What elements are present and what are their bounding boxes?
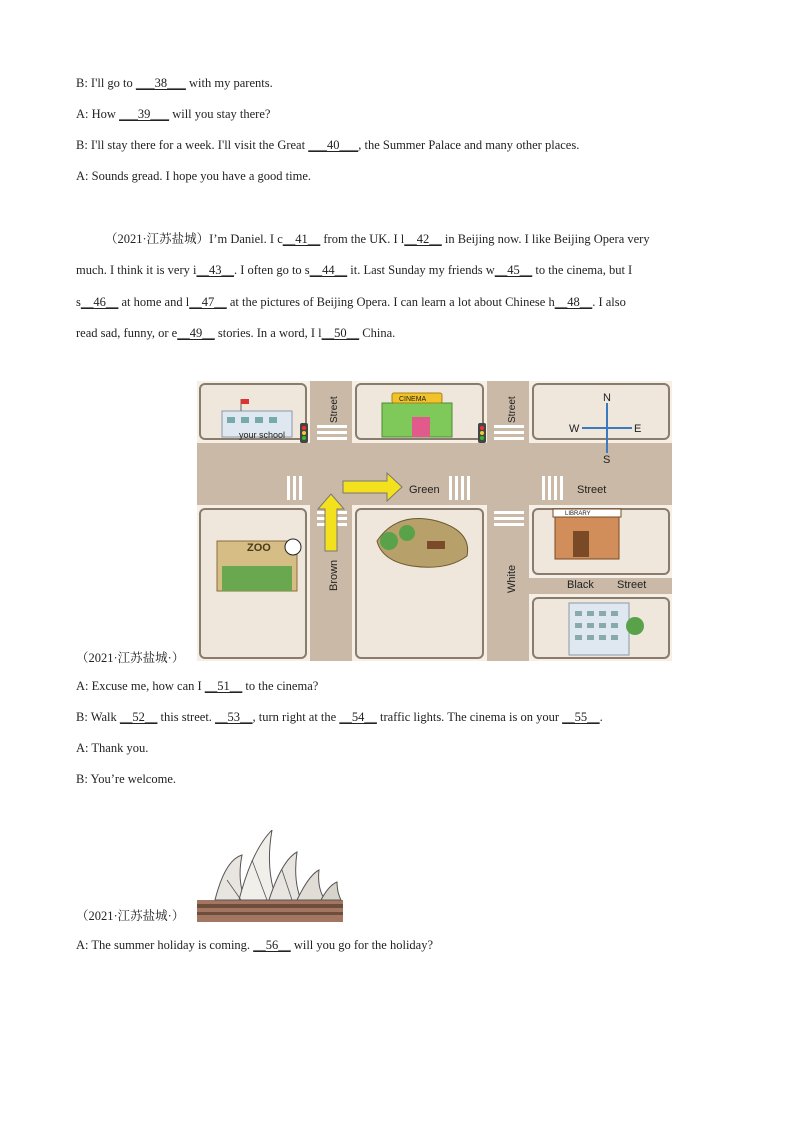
street-label-brown: Brown bbox=[328, 559, 340, 591]
blank-40: ___40___ bbox=[308, 138, 359, 152]
blank-53: __53__ bbox=[215, 710, 253, 724]
compass-s: S bbox=[603, 454, 611, 466]
blank-39: ___39___ bbox=[119, 107, 170, 121]
line-text: to the cinema? bbox=[242, 679, 319, 693]
blank-49: __49__ bbox=[177, 326, 215, 340]
street-label-street-north-left: Street bbox=[329, 396, 340, 423]
blank-45: __45__ bbox=[494, 263, 533, 277]
passage-text: in Beijing now. I like Beijing Opera very bbox=[441, 232, 650, 246]
blank-50: __50__ bbox=[321, 326, 360, 340]
passage-text: read sad, funny, or e bbox=[76, 326, 178, 340]
passage-line-3 bbox=[76, 294, 626, 310]
dialog1-line-3 bbox=[76, 137, 579, 153]
passage-line-1 bbox=[105, 231, 650, 247]
source-label-3: （2021·江苏盐城·） bbox=[76, 909, 185, 923]
line-text: B: I'll go to bbox=[76, 76, 136, 90]
passage-text: it. Last Sunday my friends w bbox=[347, 263, 495, 277]
zoo-sign: ZOO bbox=[247, 542, 271, 554]
dialog1-line-1 bbox=[76, 75, 273, 91]
passage-text: from the UK. I l bbox=[320, 232, 405, 246]
line-text: , the Summer Palace and many other places. bbox=[358, 138, 580, 152]
line-text: , turn right at the bbox=[252, 710, 340, 724]
blank-56: __56__ bbox=[253, 938, 291, 952]
line-text: with my parents. bbox=[185, 76, 273, 90]
line-text: this street. bbox=[157, 710, 216, 724]
passage-text: at the pictures of Beijing Opera. I can learn a lot about Chinese h bbox=[226, 295, 555, 309]
blank-47: __47__ bbox=[189, 295, 227, 309]
line-text: A: The summer holiday is coming. bbox=[76, 938, 254, 952]
blank-51: __51__ bbox=[204, 679, 243, 693]
dialog1-line-2 bbox=[76, 106, 270, 122]
street-label-street-north-right: Street bbox=[507, 396, 518, 423]
line-text: traffic lights. The cinema is on your bbox=[376, 710, 563, 724]
blank-41: __41__ bbox=[282, 232, 321, 246]
line-text: will you stay there? bbox=[169, 107, 271, 121]
your-school-label: your school bbox=[239, 430, 286, 440]
line-text: . bbox=[599, 710, 603, 724]
source-label-2: （2021·江苏盐城·） bbox=[76, 651, 185, 665]
blank-43: __43__ bbox=[196, 263, 234, 277]
passage-text: stories. In a word, I l bbox=[214, 326, 322, 340]
street-label-street-east: Street bbox=[577, 484, 607, 496]
line-text: will you go for the holiday? bbox=[290, 938, 434, 952]
dialog3-line-1 bbox=[76, 937, 433, 953]
passage-text: . I often go to s bbox=[233, 263, 310, 277]
street-label-green: Green bbox=[409, 484, 440, 496]
blank-46: __46__ bbox=[80, 295, 119, 309]
compass-e: E bbox=[634, 423, 642, 435]
dialog2-line-1 bbox=[76, 678, 318, 694]
street-label-black: Black bbox=[567, 579, 594, 591]
passage-text: at home and l bbox=[118, 295, 190, 309]
street-label-black-street: Street bbox=[617, 579, 647, 591]
dialog2-line-2 bbox=[76, 709, 603, 725]
passage-text: s bbox=[76, 295, 81, 309]
blank-54: __54__ bbox=[339, 710, 377, 724]
dialog2-line-3 bbox=[76, 740, 148, 756]
passage-text: . I also bbox=[592, 295, 626, 309]
blank-55: __55__ bbox=[562, 710, 600, 724]
blank-42: __42__ bbox=[404, 232, 442, 246]
line-text: A: Thank you. bbox=[76, 741, 149, 755]
line-text: A: How bbox=[76, 107, 120, 121]
blank-52: __52__ bbox=[119, 710, 158, 724]
passage-text: much. I think it is very i bbox=[76, 263, 197, 277]
line-text: B: I'll stay there for a week. I'll visit the Great bbox=[76, 138, 309, 152]
compass-w: W bbox=[569, 423, 580, 435]
line-text: B: Walk bbox=[76, 710, 120, 724]
passage-line-4 bbox=[76, 325, 395, 341]
compass-n: N bbox=[603, 392, 611, 404]
sydney-opera-house-image bbox=[197, 830, 343, 922]
library-sign: LIBRARY bbox=[565, 511, 591, 517]
street-label-white: White bbox=[506, 564, 518, 593]
cinema-sign: CINEMA bbox=[399, 396, 427, 403]
line-text: B: You’re welcome. bbox=[76, 772, 176, 786]
blank-48: __48__ bbox=[554, 295, 593, 309]
street-map-illustration bbox=[197, 381, 672, 661]
blank-38: ___38___ bbox=[135, 76, 186, 90]
dialog1-line-4 bbox=[76, 168, 311, 184]
passage-text: to the cinema, but I bbox=[532, 263, 633, 277]
dialog2-line-4 bbox=[76, 771, 176, 787]
line-text: A: Sounds gread. I hope you have a good time. bbox=[76, 169, 312, 183]
passage-line-2 bbox=[76, 262, 632, 278]
passage-text: China. bbox=[359, 326, 396, 340]
line-text: A: Excuse me, how can I bbox=[76, 679, 205, 693]
blank-44: __44__ bbox=[309, 263, 348, 277]
passage-text: （2021·江苏盐城）I’m Daniel. I c bbox=[105, 232, 283, 246]
